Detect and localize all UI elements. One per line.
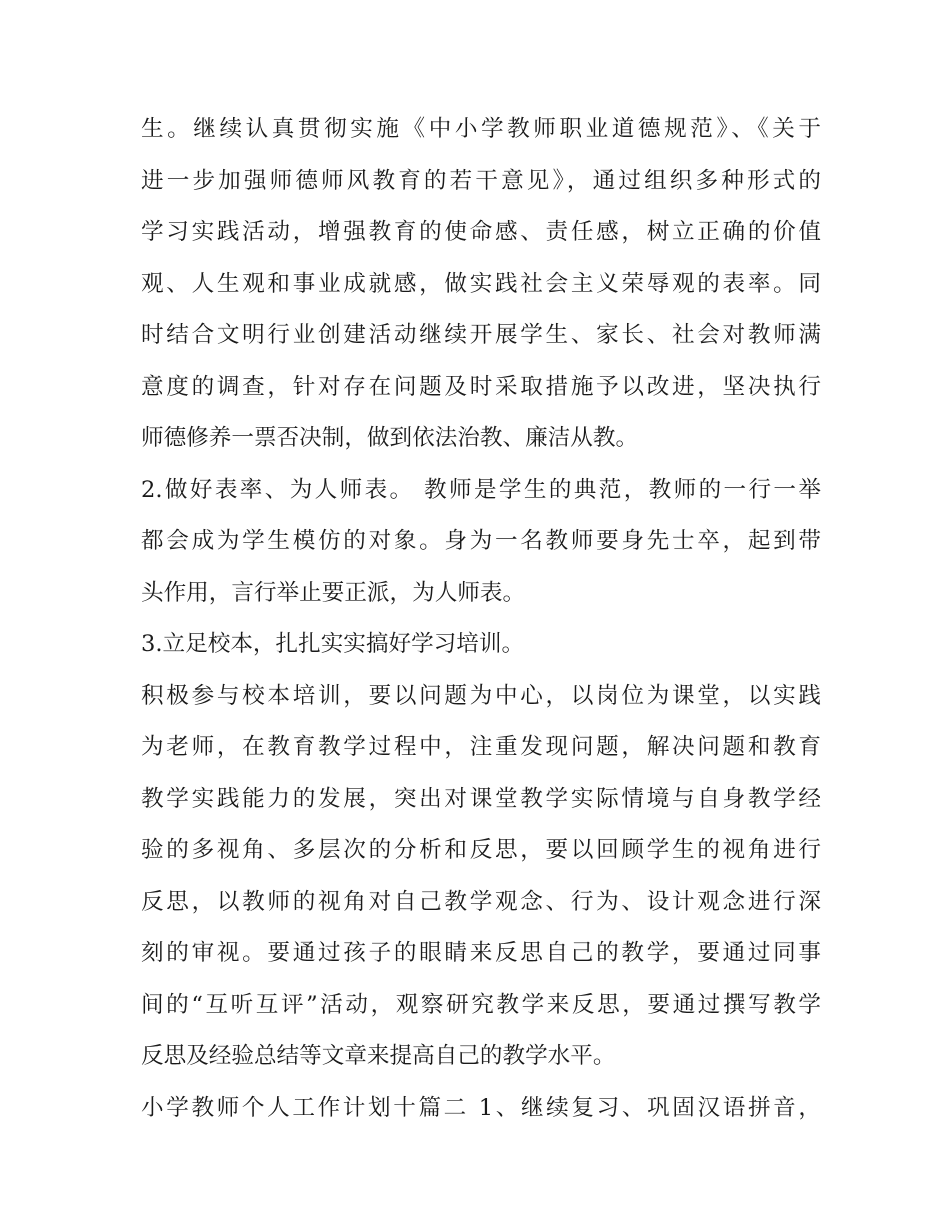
text-line: 反思及经验总结等文章来提高自己的教学水平。 <box>141 1043 616 1069</box>
text-line: 3.立足校本，扎扎实实搞好学习培训。 <box>141 631 525 657</box>
text-line: 积极参与校本培训，要以问题为中心，以岗位为课堂，以实践 <box>141 682 821 709</box>
text-line: 都会成为学生模仿的对象。身为一名教师要身先士卒，起到带 <box>141 528 821 554</box>
document-body <box>141 104 821 1134</box>
text-line: 2.做好表率、为人师表。 教师是学生的典范，教师的一行一举 <box>141 476 821 503</box>
text-line: 师德修养一票否决制，做到依法治教、廉洁从教。 <box>141 425 639 451</box>
text-line: 小学教师个人工作计划十篇二 1、继续复习、巩固汉语拼音， <box>141 1094 821 1121</box>
text-line: 头作用，言行举止要正派，为人师表。 <box>141 579 526 606</box>
text-line: 学习实践活动，增强教育的使命感、责任感，树立正确的价值 <box>141 219 821 245</box>
text-line: 为老师，在教育教学过程中，注重发现问题，解决问题和教育 <box>141 734 821 760</box>
text-line: 意度的调查，针对存在问题及时采取措施予以改进，坚决执行 <box>141 373 821 400</box>
text-line: 刻的审视。要通过孩子的眼睛来反思自己的教学，要通过同事 <box>141 940 821 966</box>
text-line: 时结合文明行业创建活动继续开展学生、家长、社会对教师满 <box>141 322 821 348</box>
text-line: 间的“互听互评”活动，观察研究教学来反思，要通过撰写教学 <box>141 991 821 1018</box>
text-line: 验的多视角、多层次的分析和反思，要以回顾学生的视角进行 <box>141 837 821 863</box>
text-line: 教学实践能力的发展，突出对课堂教学实际情境与自身教学经 <box>141 785 821 812</box>
text-line: 反思，以教师的视角对自己教学观念、行为、设计观念进行深 <box>141 888 821 915</box>
text-line: 观、人生观和事业成就感，做实践社会主义荣辱观的表率。同 <box>141 270 821 297</box>
text-line: 生。继续认真贯彻实施《中小学教师职业道德规范》、《关于 <box>141 116 821 142</box>
text-line: 进一步加强师德师风教育的若干意见》，通过组织多种形式的 <box>141 167 821 194</box>
